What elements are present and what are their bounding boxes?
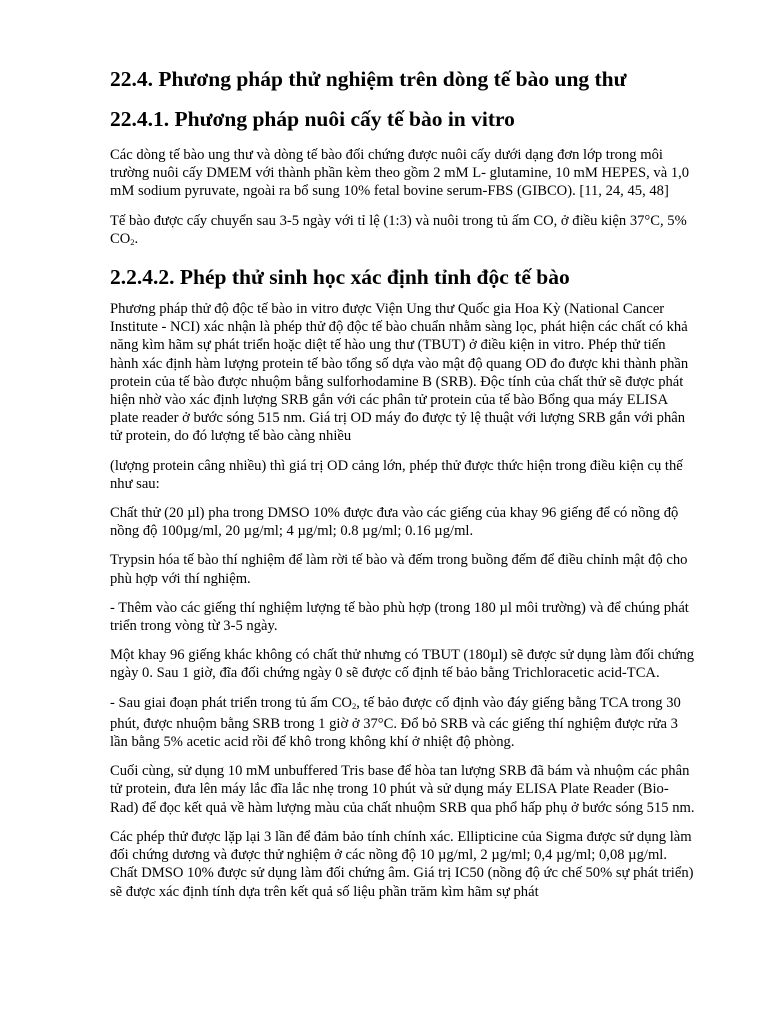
heading-main: 22.4. Phương pháp thử nghiệm trên dòng tế bào ung thư — [110, 67, 627, 91]
co2-subscript: 2 — [351, 700, 357, 711]
paragraph-culture-conditions: Các dòng tế bào ung thư và dòng tế bào đối chứng được nuôi cấy dưới dạng đơn lớp trong môi trường nuôi cấy DMEM với thành phần kèm theo gồm 2 mM L- glutamine, 10 mM HEPES, và 1,0 mM sodium pyruvate, ngoài ra bổ sung 10% fetal bovine serum-FBS (GIBCO). [11, 24, 45, 48] — [110, 147, 690, 200]
paragraph-subculture — [110, 212, 696, 251]
paragraph-subculture-end: . — [134, 230, 139, 247]
paragraph-fixation-start: - Sau giai đoạn phát triển trong tủ ấm CO — [110, 694, 352, 711]
document-page — [110, 64, 696, 912]
heading-cell-culture: 22.4.1. Phương pháp nuôi cấy tế bào in vitro — [110, 107, 515, 131]
paragraph-fixation — [110, 694, 696, 752]
paragraph-subculture-text: Tế bào được cấy chuyển sau 3-5 ngày với tỉ lệ (1:3) và nuôi trong tủ ấm CO, ở điều kiện 37°C, 5% CO — [110, 212, 687, 247]
paragraph-method-overview: Phương pháp thử độ độc tế bào in vitro được Viện Ung thư Quốc gia Hoa Kỳ (National Cancer Institute - NCI) xác nhận là phép thử độ độc tế bào chuẩn nhằm sàng lọc, phát hiện các chất có khả năng kìm hãm sự phát triển hoặc diệt tế hào ung thư (TBUT) ở điều kiện in vitro. Phép thử tiến hành xác định hàm lượng protein tế bào tổng số dựa vào mật độ quang OD đo được khi thành phần protein của tế bào được nhuộm bằng sulforhodamine B (SRB). Độc tính của chất thử sẽ được phát hiện nhờ vào xác định lượng SRB gắn với các phân tử protein của tế bào Bổng qua máy ELISA plate reader ở bước sóng 515 nm. Giá trị OD máy đo được tỷ lệ thuật với lượng SRB gắn với phân tử protein, do đó lượng tế bào càng nhiều — [110, 301, 689, 445]
paragraph-reading: Cuối cùng, sử dụng 10 mM unbuffered Tris base để hòa tan lượng SRB đã bám và nhuộm các phân tử protein, đưa lên máy lắc đĩa lắc nhẹ trong 10 phút và sử dụng máy ELISA Plate Reader (Bio-Rad) để đọc kết quả về hàm lượng màu của chất nhuộm SRB qua phổ hấp phụ ở bước sóng 515 nm. — [110, 763, 695, 816]
paragraph-control-plate: Một khay 96 giếng khác không có chất thử nhưng có TBUT (180µl) sẽ được sử dụng làm đối chứng ngày 0. Sau 1 giờ, đĩa đối chứng ngày 0 sẽ được cố định tế bảo bằng Trichloracetic acid-TCA. — [110, 647, 695, 682]
paragraph-trypsin: Trypsin hóa tế bào thí nghiệm để làm rời tế bào và đếm trong buồng đếm để điều chỉnh mật độ cho phù hợp với thí nghiệm. — [110, 552, 688, 587]
paragraph-add-cells: - Thêm vào các giếng thí nghiệm lượng tế bào phù hợp (trong 180 µl môi trường) và để chúng phát triển trong vòng từ 3-5 ngày. — [110, 599, 689, 635]
paragraph-fixation-text: , tế bảo được cố định vào đáy giếng bằng TCA trong 30 phút, được nhuộm bằng SRB trong 1 giờ ở 37°C. Đổ bỏ SRB và các giếng thí nghiệm được rửa 3 lần bằng 5% acetic acid rồi để khô trong không khí ở nhiệt độ phòng. — [110, 694, 681, 751]
paragraph-replicates: Các phép thử được lặp lại 3 lần để đảm bảo tính chính xác. Ellipticine của Sigma được sử dụng làm đối chứng dương và được thử nghiệm ở các nồng độ 10 µg/ml, 2 µg/ml; 0,4 µg/ml; 0,08 µg/ml. Chất DMSO 10% được sử dụng làm đối chứng âm. Giá trị IC50 (nồng độ ức chế 50% sự phát triển) sẽ được xác định tính dựa trên kết quả số liệu phần trăm kìm hãm sự phát — [110, 828, 694, 900]
heading-cytotoxicity: 2.2.4.2. Phép thử sinh học xác định tỉnh độc tế bào — [110, 265, 570, 290]
paragraph-od-relation: (lượng protein câng nhiều) thì giá trị OD cảng lớn, phép thử được thức hiện trong điều kiện cụ thế như sau: — [110, 457, 683, 492]
paragraph-test-substance: Chất thử (20 µl) pha trong DMSO 10% được đưa vào các giếng của khay 96 giếng để có nồng độ nồng độ 100µg/ml, 20 µg/ml; 4 µg/ml; 0.8 µg/ml; 0.16 µg/ml. — [110, 505, 679, 540]
co2-subscript: 2 — [130, 236, 135, 247]
